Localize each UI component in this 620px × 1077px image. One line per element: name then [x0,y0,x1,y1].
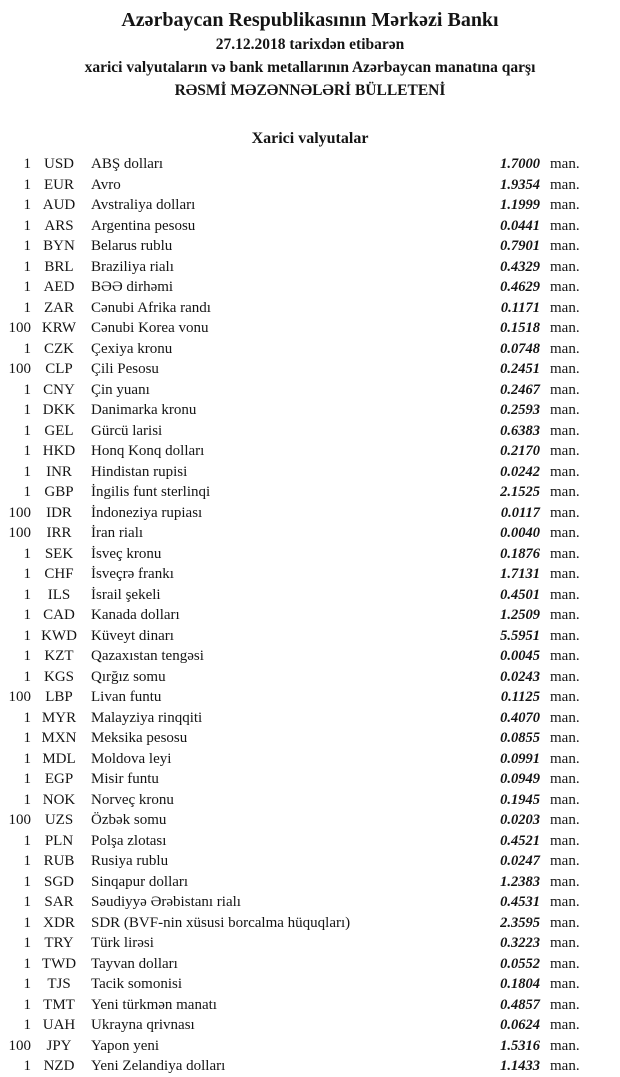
unit-cell: man. [550,873,580,890]
currency-code-cell: SEK [44,545,74,562]
rate-row [0,913,620,934]
currency-name-cell: Qazaxıstan tengəsi [91,648,204,664]
unit-cell: man. [550,812,580,828]
rate-value-cell: 0.0242 [500,463,540,480]
currency-code-cell: EGP [44,771,74,787]
currency-name-cell: Çin yuanı [91,381,150,398]
currency-code-cell: AUD [42,197,76,213]
currency-name-cell: Səudiyyə Ərəbistanı rialı [91,894,241,910]
rate-row [0,277,620,298]
unit-cell: man. [550,832,580,849]
rate-row [0,585,620,606]
unit-cell: man. [550,361,580,377]
currency-name-cell: Argentina pesosu [91,217,196,234]
rate-row [0,462,620,483]
rate-value-cell: 0.1171 [500,299,540,316]
rate-value-cell: 0.1125 [500,689,540,705]
unit-cell: man. [550,443,580,459]
rate-value-cell: 0.4070 [500,709,540,726]
currency-name-cell: İsveçrə frankı [91,566,174,582]
rate-row [0,195,620,216]
quantity-cell: 1 [23,443,31,459]
currency-code-cell: TMT [43,996,75,1013]
currency-name-cell: BƏƏ dirhəmi [91,279,174,295]
rates-table-body [0,154,620,1077]
currency-code-cell: KGS [43,668,74,685]
currency-code-cell: BYN [43,238,75,254]
unit-cell: man. [550,791,580,808]
rate-value-cell: 0.1945 [500,791,540,808]
quantity-cell: 1 [23,176,31,193]
rate-row [0,175,620,196]
rate-value-cell: 0.0040 [500,525,540,541]
rate-row [0,236,620,257]
quantity-cell: 1 [23,955,31,972]
unit-cell: man. [550,197,580,213]
rate-value-cell: 0.4531 [500,894,540,910]
currency-code-cell: DKK [42,402,76,418]
unit-cell: man. [550,730,580,746]
unit-cell: man. [550,627,580,644]
rate-row [0,851,620,872]
rate-row [0,318,620,339]
unit-cell: man. [550,320,580,336]
rate-value-cell: 5.5951 [500,627,540,644]
quantity-cell: 1 [23,258,31,275]
unit-cell: man. [550,422,580,439]
unit-cell: man. [550,1017,580,1033]
quantity-cell: 100 [8,320,31,336]
currency-name-cell: Livan funtu [91,689,162,705]
rate-value-cell: 1.5316 [500,1037,540,1054]
currency-name-cell: Danimarka kronu [91,402,197,418]
currency-code-cell: ZAR [44,299,74,316]
bank-title: Azərbaycan Respublikasının Mərkəzi Bankı [121,9,499,31]
currency-code-cell: TJS [47,976,71,992]
currency-name-cell: Yapon yeni [91,1037,160,1054]
rate-value-cell: 0.7901 [500,238,540,254]
rate-value-cell: 0.4329 [500,258,540,275]
rate-value-cell: 1.2509 [500,607,540,623]
currency-name-cell: Gürcü larisi [91,422,163,439]
rate-value-cell: 1.2383 [500,873,540,890]
rate-row [0,339,620,360]
rate-value-cell: 0.0243 [500,668,540,685]
rate-value-cell: 0.4521 [500,832,540,849]
rate-value-cell: 0.0949 [500,771,540,787]
quantity-cell: 1 [23,156,31,172]
rate-value-cell: 0.4501 [500,586,540,603]
quantity-cell: 1 [23,873,31,890]
currency-code-cell: UZS [44,812,74,828]
unit-cell: man. [550,525,580,541]
currency-code-cell: BRL [44,258,74,275]
quantity-cell: 1 [23,750,31,767]
rate-row [0,872,620,893]
currency-code-cell: TRY [44,935,74,951]
unit-cell: man. [550,381,580,398]
unit-cell: man. [550,402,580,418]
currency-code-cell: TWD [41,955,77,972]
currency-code-cell: NOK [42,791,76,808]
rates-table [0,154,620,1077]
unit-cell: man. [550,709,580,726]
rate-value-cell: 0.2451 [500,361,540,377]
quantity-cell: 1 [23,545,31,562]
rate-value-cell: 0.0203 [500,812,540,828]
rate-row [0,359,620,380]
quantity-cell: 1 [23,1058,31,1074]
currency-name-cell: Meksika pesosu [91,730,188,746]
currency-name-cell: Çili Pesosu [91,361,159,377]
currency-name-cell: Çexiya kronu [91,340,173,357]
unit-cell: man. [550,176,580,193]
rate-value-cell: 0.6383 [500,422,540,439]
currency-name-cell: ABŞ dolları [91,156,164,172]
currency-name-cell: İndoneziya rupiası [91,504,203,521]
currency-code-cell: UAH [42,1017,76,1033]
rate-value-cell: 0.0441 [500,217,540,234]
rate-row [0,421,620,442]
currency-code-cell: HKD [42,443,76,459]
currency-name-cell: Braziliya rialı [91,258,174,275]
rate-value-cell: 1.1999 [500,197,540,213]
quantity-cell: 1 [23,340,31,357]
currency-name-cell: İngilis funt sterlinqi [91,484,211,500]
currency-code-cell: USD [43,156,74,172]
currency-name-cell: Malayziya rinqqiti [91,709,203,726]
unit-cell: man. [550,279,580,295]
unit-cell: man. [550,750,580,767]
currency-code-cell: PLN [44,832,74,849]
currency-name-cell: Polşa zlotası [91,832,167,849]
currency-name-cell: Cənubi Afrika randı [91,299,211,316]
section-title-foreign-currencies: Xarici valyutalar [251,130,369,147]
quantity-cell: 100 [8,504,31,521]
unit-cell: man. [550,894,580,910]
unit-cell: man. [550,545,580,562]
rate-row [0,1015,620,1036]
currency-name-cell: İran rialı [91,525,144,541]
unit-cell: man. [550,463,580,480]
quantity-cell: 1 [23,627,31,644]
currency-code-cell: MYR [41,709,77,726]
quantity-cell: 100 [8,361,31,377]
unit-cell: man. [550,996,580,1013]
unit-cell: man. [550,1037,580,1054]
quantity-cell: 1 [23,1017,31,1033]
subject-line: xarici valyutaların və bank metallarının Azərbaycan manatına qarşı [84,59,536,76]
currency-code-cell: GBP [44,484,74,500]
currency-code-cell: AED [43,279,75,295]
currency-name-cell: Türk lirəsi [91,935,154,951]
rate-value-cell: 1.1433 [500,1058,540,1074]
quantity-cell: 1 [23,586,31,603]
rate-value-cell: 1.7131 [500,566,540,582]
currency-name-cell: Belarus rublu [91,238,173,254]
rate-row [0,154,620,175]
currency-name-cell: Rusiya rublu [91,853,169,869]
currency-name-cell: Kanada dolları [91,607,180,623]
rate-row [0,995,620,1016]
rate-value-cell: 0.1804 [500,976,540,992]
currency-name-cell: Honq Konq dolları [91,443,205,459]
rate-row [0,667,620,688]
rate-row [0,544,620,565]
currency-code-cell: MDL [42,750,76,767]
quantity-cell: 1 [23,463,31,480]
unit-cell: man. [550,853,580,869]
bulletin-title-line: RƏSMİ MƏZƏNNƏLƏRİ BÜLLETENİ [174,82,446,99]
currency-code-cell: SAR [44,894,74,910]
currency-name-cell: Küveyt dinarı [91,627,174,644]
rate-value-cell: 0.0045 [500,648,540,664]
currency-code-cell: SGD [43,873,74,890]
currency-name-cell: Ukrayna qrivnası [91,1017,195,1033]
rate-value-cell: 0.2170 [500,443,540,459]
rate-row [0,646,620,667]
currency-code-cell: IDR [46,504,72,521]
unit-cell: man. [550,299,580,316]
effective-date-line: 27.12.2018 tarixdən etibarən [215,36,405,53]
currency-name-cell: Avstraliya dolları [91,197,196,213]
currency-name-cell: SDR (BVF-nin xüsusi borcalma hüquqları) [91,914,351,931]
quantity-cell: 1 [23,668,31,685]
currency-name-cell: Yeni türkmən manatı [91,996,217,1013]
currency-name-cell: Avro [91,176,121,193]
currency-name-cell: Tayvan dolları [91,955,178,972]
quantity-cell: 1 [23,607,31,623]
currency-code-cell: CHF [44,566,74,582]
quantity-cell: 1 [23,935,31,951]
unit-cell: man. [550,648,580,664]
currency-code-cell: GEL [44,422,74,439]
currency-code-cell: XDR [43,914,75,931]
rate-value-cell: 0.1876 [500,545,540,562]
rate-row [0,564,620,585]
rate-row [0,503,620,524]
currency-code-cell: CZK [44,340,74,357]
unit-cell: man. [550,607,580,623]
currency-name-cell: Hindistan rupisi [91,463,188,480]
quantity-cell: 100 [8,525,31,541]
rate-row [0,749,620,770]
rate-row [0,769,620,790]
rate-value-cell: 0.2593 [500,402,540,418]
unit-cell: man. [550,566,580,582]
rate-row [0,790,620,811]
currency-code-cell: EUR [44,176,74,193]
quantity-cell: 100 [8,1037,31,1054]
currency-name-cell: İsveç kronu [91,545,162,562]
rate-value-cell: 1.7000 [500,156,540,172]
quantity-cell: 1 [23,894,31,910]
currency-code-cell: CNY [43,381,75,398]
quantity-cell: 1 [23,381,31,398]
unit-cell: man. [550,238,580,254]
currency-code-cell: ARS [44,217,74,234]
currency-code-cell: CLP [45,361,73,377]
unit-cell: man. [550,976,580,992]
quantity-cell: 1 [23,566,31,582]
quantity-cell: 1 [23,996,31,1013]
bulletin-header [0,0,620,102]
rate-value-cell: 0.3223 [500,935,540,951]
currency-name-cell: Moldova leyi [91,750,172,767]
unit-cell: man. [550,258,580,275]
rate-value-cell: 0.0624 [500,1017,540,1033]
quantity-cell: 1 [23,648,31,664]
currency-name-cell: Qırğız somu [91,668,166,685]
quantity-cell: 1 [23,484,31,500]
currency-code-cell: KRW [41,320,77,336]
quantity-cell: 1 [23,832,31,849]
rate-value-cell: 0.0247 [500,853,540,869]
rate-row [0,298,620,319]
unit-cell: man. [550,340,580,357]
rate-value-cell: 0.0117 [500,504,540,521]
rate-row [0,216,620,237]
rate-value-cell: 0.0552 [500,955,540,972]
rate-value-cell: 0.0991 [500,750,540,767]
rate-value-cell: 2.1525 [500,484,540,500]
currency-code-cell: JPY [46,1037,72,1054]
rate-row [0,605,620,626]
rate-row [0,1056,620,1077]
rate-row [0,728,620,749]
quantity-cell: 1 [23,238,31,254]
rate-row [0,933,620,954]
currency-name-cell: Norveç kronu [91,791,174,808]
rate-value-cell: 0.4629 [500,279,540,295]
unit-cell: man. [550,1058,580,1074]
quantity-cell: 100 [8,689,31,705]
currency-code-cell: INR [46,463,72,480]
quantity-cell: 1 [23,402,31,418]
rate-row [0,892,620,913]
quantity-cell: 1 [23,197,31,213]
quantity-cell: 1 [23,279,31,295]
rate-row [0,523,620,544]
unit-cell: man. [550,484,580,500]
currency-name-cell: Tacik somonisi [91,976,183,992]
quantity-cell: 1 [23,730,31,746]
currency-code-cell: LBP [45,689,73,705]
rate-row [0,708,620,729]
rate-row [0,810,620,831]
unit-cell: man. [550,935,580,951]
quantity-cell: 1 [23,853,31,869]
rate-value-cell: 0.2467 [500,381,540,398]
unit-cell: man. [550,771,580,787]
rate-row [0,687,620,708]
rate-value-cell: 1.9354 [500,176,540,193]
rate-row [0,257,620,278]
unit-cell: man. [550,217,580,234]
unit-cell: man. [550,156,580,172]
rate-row [0,974,620,995]
quantity-cell: 1 [23,771,31,787]
rate-row [0,441,620,462]
currency-name-cell: Sinqapur dolları [91,873,189,890]
currency-name-cell: Cənubi Korea vonu [91,320,209,336]
quantity-cell: 1 [23,976,31,992]
currency-code-cell: RUB [43,853,75,869]
rate-value-cell: 0.1518 [500,320,540,336]
quantity-cell: 1 [23,709,31,726]
rate-row [0,482,620,503]
currency-code-cell: MXN [41,730,77,746]
rate-value-cell: 2.3595 [500,914,540,931]
rate-row [0,380,620,401]
quantity-cell: 100 [8,812,31,828]
currency-name-cell: Yeni Zelandiya dolları [91,1058,226,1074]
currency-name-cell: İsrail şekeli [91,586,161,603]
currency-code-cell: KWD [41,627,77,644]
unit-cell: man. [550,504,580,521]
rate-value-cell: 0.0855 [500,730,540,746]
currency-code-cell: NZD [43,1058,75,1074]
quantity-cell: 1 [23,217,31,234]
unit-cell: man. [550,668,580,685]
currency-code-cell: KZT [44,648,74,664]
unit-cell: man. [550,955,580,972]
quantity-cell: 1 [23,299,31,316]
unit-cell: man. [550,586,580,603]
currency-code-cell: ILS [47,586,71,603]
rate-row [0,831,620,852]
rate-row [0,954,620,975]
currency-code-cell: CAD [43,607,75,623]
rate-value-cell: 0.4857 [500,996,540,1013]
rate-row [0,1036,620,1057]
currency-name-cell: Misir funtu [91,771,159,787]
unit-cell: man. [550,689,580,705]
quantity-cell: 1 [23,914,31,931]
currency-code-cell: IRR [46,525,72,541]
quantity-cell: 1 [23,422,31,439]
rate-row [0,626,620,647]
currency-name-cell: Özbək somu [91,812,167,828]
quantity-cell: 1 [23,791,31,808]
unit-cell: man. [550,914,580,931]
rate-value-cell: 0.0748 [500,340,540,357]
rate-row [0,400,620,421]
